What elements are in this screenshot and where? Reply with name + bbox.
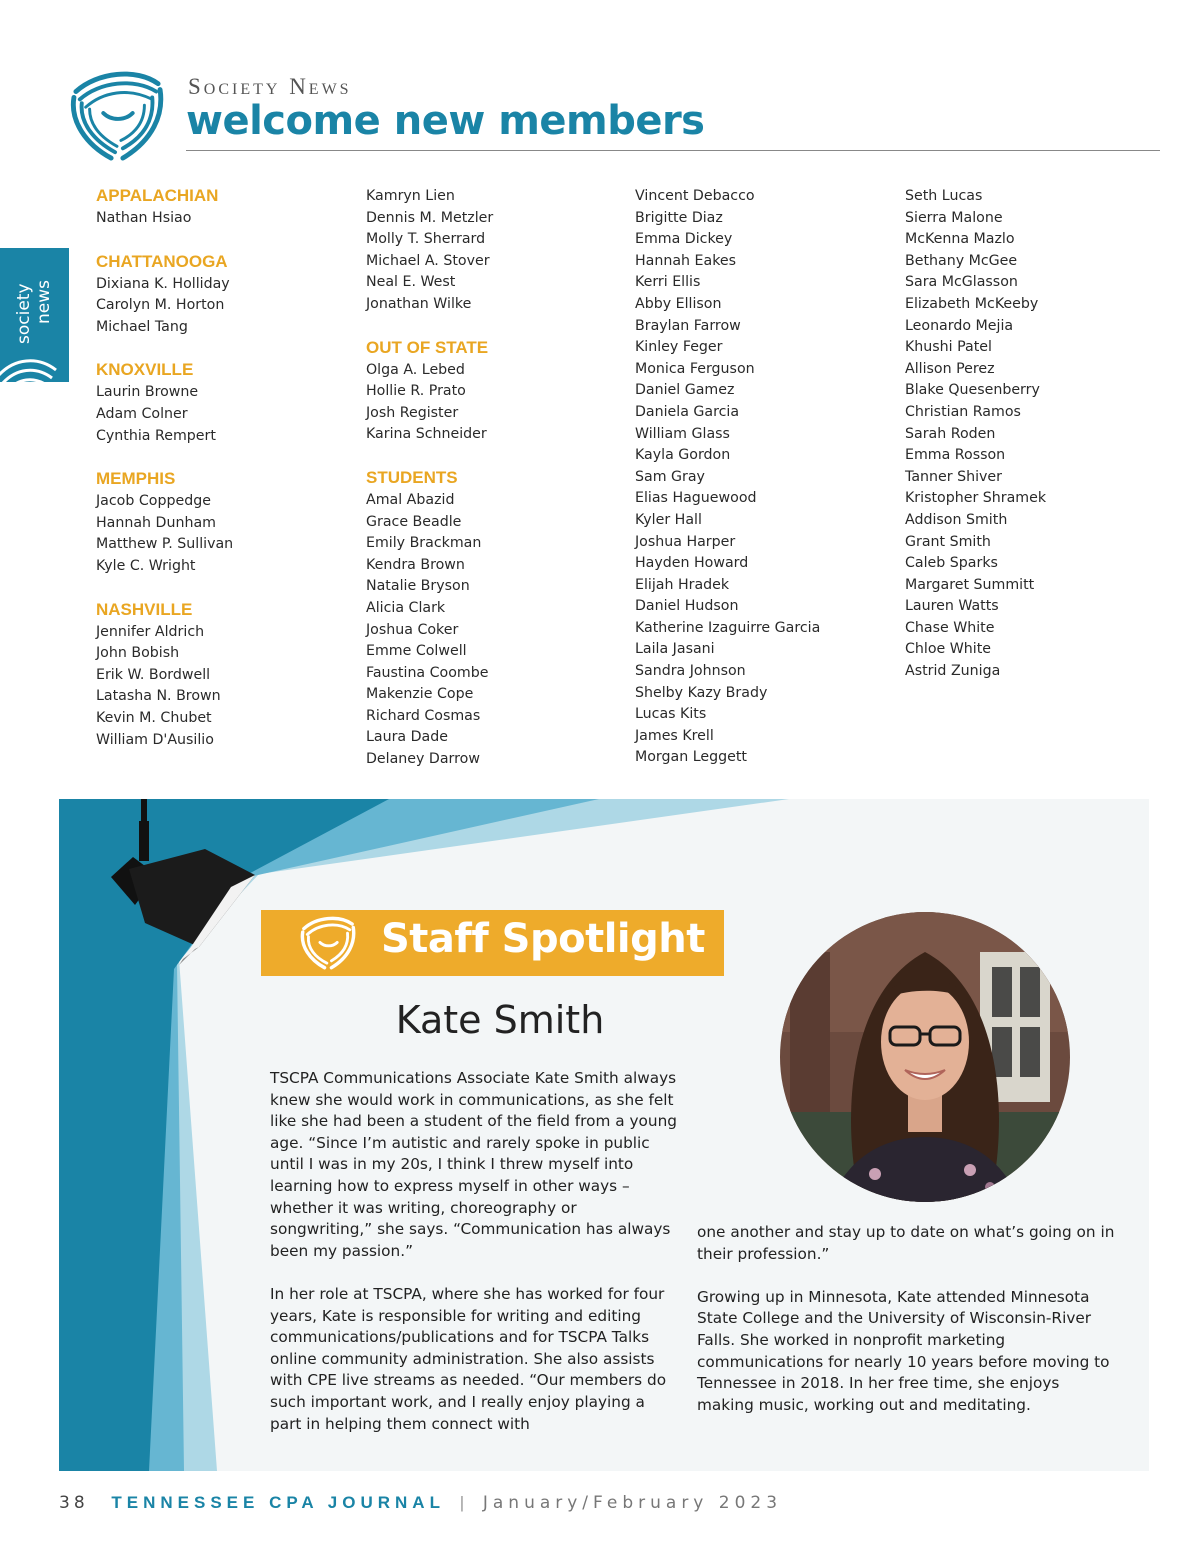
header-divider [186, 150, 1160, 151]
section-side-tab [0, 248, 69, 382]
member-name: Sara McGlasson [905, 274, 1018, 291]
member-name: Addison Smith [905, 511, 1008, 528]
member-name: Shelby Kazy Brady [635, 684, 768, 701]
member-name: Sandra Johnson [635, 663, 746, 680]
member-name: Michael A. Stover [366, 252, 490, 269]
member-name: William Glass [635, 425, 730, 442]
spotlight-body-right [697, 1222, 1117, 1438]
side-tab-logo-icon [0, 336, 64, 382]
member-name: Christian Ramos [905, 403, 1021, 420]
member-name: Dixiana K. Holliday [96, 275, 230, 292]
member-name: Braylan Farrow [635, 317, 741, 334]
member-name: Hollie R. Prato [366, 383, 466, 400]
member-name: Seth Lucas [905, 188, 983, 204]
member-name: Leonardo Mejia [905, 317, 1014, 334]
member-name: Matthew P. Sullivan [96, 536, 234, 553]
member-name: Sarah Roden [905, 425, 996, 442]
staff-spotlight-banner [261, 910, 724, 976]
member-name: Kristopher Shramek [905, 490, 1047, 507]
member-name: McKenna Mazlo [905, 231, 1015, 248]
member-name: Kyle C. Wright [96, 557, 196, 574]
member-name: Jacob Coppedge [96, 493, 211, 510]
member-name: Hannah Eakes [635, 252, 737, 269]
member-name: Nathan Hsiao [96, 210, 192, 226]
member-name: Adam Colner [96, 405, 188, 422]
member-name: Bethany McGee [905, 252, 1018, 269]
issue-date: January/February 2023 [482, 1493, 783, 1513]
page-number: 38 [59, 1493, 89, 1513]
member-name: Delaney Darrow [366, 751, 480, 768]
member-name: Joshua Harper [635, 533, 736, 550]
member-name: Michael Tang [96, 318, 188, 335]
member-name: Jonathan Wilke [366, 295, 472, 312]
member-name: Laila Jasani [635, 641, 715, 658]
member-name: Jennifer Aldrich [96, 623, 205, 640]
spotlight-person-name: Kate Smith [395, 998, 605, 1042]
member-name: Richard Cosmas [366, 707, 481, 724]
member-name: Makenzie Cope [366, 686, 474, 703]
member-name: Elias Haguewood [635, 490, 757, 507]
member-name: Karina Schneider [366, 426, 487, 443]
member-name: Kevin M. Chubet [96, 709, 212, 726]
member-name: Blake Quesenberry [905, 382, 1040, 399]
member-name: Natalie Bryson [366, 578, 470, 595]
member-name: Daniela Garcia [635, 403, 740, 420]
region-heading: KNOXVILLE [96, 360, 194, 380]
member-name: Joshua Coker [366, 621, 459, 638]
page-title: welcome new members [186, 98, 705, 144]
member-name: Daniel Hudson [635, 598, 739, 615]
publication-name: TENNESSEE CPA JOURNAL [111, 1493, 445, 1512]
member-name: Hannah Dunham [96, 514, 216, 531]
member-name: Kamryn Lien [366, 188, 455, 204]
member-name: Cynthia Rempert [96, 427, 216, 444]
member-name: Caleb Sparks [905, 555, 998, 572]
member-name: Vincent Debacco [635, 188, 755, 204]
member-name: Morgan Leggett [635, 749, 747, 766]
member-name: Neal E. West [366, 274, 456, 291]
member-name: Erik W. Bordwell [96, 666, 211, 683]
member-name: Carolyn M. Horton [96, 297, 225, 314]
member-name: Margaret Summitt [905, 576, 1035, 593]
kate-smith-portrait [780, 912, 1070, 1202]
spotlight-paragraph: In her role at TSCPA, where she has worked for four years, Kate is responsible for writing and editing communications/publications and for TSCPA Talks online community administration. She also assists with CPE live streams as needed. “Our members do such important work, and I really enjoy playing a part in helping them connect with [270, 1284, 667, 1433]
tscpa-logo-icon [68, 70, 166, 162]
member-name: Grant Smith [905, 533, 991, 550]
member-name: Lauren Watts [905, 598, 999, 615]
member-name: Latasha N. Brown [96, 688, 221, 705]
member-name: Emma Rosson [905, 447, 1006, 464]
member-name: Lucas Kits [635, 706, 707, 723]
region-heading: STUDENTS [366, 467, 458, 487]
member-name: Kerri Ellis [635, 274, 701, 291]
region-heading: NASHVILLE [96, 599, 193, 619]
member-name: Kyler Hall [635, 511, 702, 528]
member-name: Astrid Zuniga [905, 663, 1001, 680]
member-name: Emily Brackman [366, 535, 482, 552]
member-name: Laurin Browne [96, 384, 199, 401]
member-name: Amal Abazid [366, 491, 455, 508]
side-tab-line2: news [34, 280, 54, 324]
member-name: Khushi Patel [905, 339, 992, 356]
member-name: Brigitte Diaz [635, 209, 723, 226]
section-kicker: Society News [188, 74, 352, 99]
members-column-2 [366, 186, 616, 771]
region-heading: OUT OF STATE [366, 337, 489, 357]
member-name: Kendra Brown [366, 556, 465, 573]
staff-spotlight-title: Staff Spotlight [381, 916, 705, 962]
page-footer [59, 1493, 782, 1513]
region-heading: APPALACHIAN [96, 186, 219, 205]
member-name: Allison Perez [905, 360, 995, 377]
member-name: Molly T. Sherrard [366, 231, 486, 248]
side-tab-line1: society [14, 283, 34, 344]
footer-separator: | [459, 1493, 469, 1512]
member-name: Elijah Hradek [635, 576, 730, 593]
member-name: William D'Ausilio [96, 731, 214, 748]
tscpa-logo-icon [299, 916, 357, 970]
portrait-illustration [780, 912, 1070, 1202]
member-name: James Krell [635, 727, 714, 744]
member-name: Daniel Gamez [635, 382, 735, 399]
spotlight-paragraph: one another and stay up to date on what’s going on in their profession.” [697, 1223, 1115, 1263]
member-name: Alicia Clark [366, 599, 446, 616]
spotlight-paragraph: Growing up in Minnesota, Kate attended Minnesota State College and the University of Wisconsin-River Falls. She worked in nonprofit marketing communications for nearly 10 years before moving to Tennessee in 2018. In her free time, she enjoys making music, working out and meditating. [697, 1287, 1110, 1414]
member-name: Chase White [905, 619, 995, 636]
member-name: Sam Gray [635, 468, 705, 485]
member-name: Faustina Coombe [366, 664, 489, 681]
spotlight-paragraph: TSCPA Communications Associate Kate Smith always knew she would work in communications, as she felt like she had been a student of the field from a young age. “Since I’m autistic and rarely spoke in public until I was in my 20s, I think I threw myself into learning how to express myself in other ways – whether it was writing, choreography or songwriting,” she says. “Communication has always been my passion.” [270, 1069, 677, 1260]
region-heading: MEMPHIS [96, 469, 176, 489]
spotlight-body-left [270, 1068, 680, 1457]
member-name: Monica Ferguson [635, 360, 755, 377]
member-name: Grace Beadle [366, 513, 462, 530]
member-name: Abby Ellison [635, 295, 722, 312]
member-name: Kayla Gordon [635, 447, 731, 464]
member-name: Hayden Howard [635, 555, 749, 572]
members-column-1 [96, 184, 346, 751]
side-tab-label [14, 248, 54, 344]
member-name: Emme Colwell [366, 643, 467, 660]
member-name: Emma Dickey [635, 231, 733, 248]
member-name: Chloe White [905, 641, 992, 658]
member-name: John Bobish [96, 645, 180, 662]
member-name: Josh Register [366, 404, 459, 421]
member-name: Elizabeth McKeeby [905, 295, 1039, 312]
region-heading: CHATTANOOGA [96, 251, 228, 271]
member-name: Katherine Izaguirre Garcia [635, 619, 821, 636]
member-name: Olga A. Lebed [366, 361, 465, 378]
member-name: Dennis M. Metzler [366, 209, 494, 226]
member-name: Sierra Malone [905, 209, 1003, 226]
member-name: Kinley Feger [635, 339, 723, 356]
member-name: Laura Dade [366, 729, 448, 746]
members-column-3 [635, 186, 895, 769]
member-name: Tanner Shiver [905, 468, 1002, 485]
members-column-4 [905, 186, 1165, 683]
